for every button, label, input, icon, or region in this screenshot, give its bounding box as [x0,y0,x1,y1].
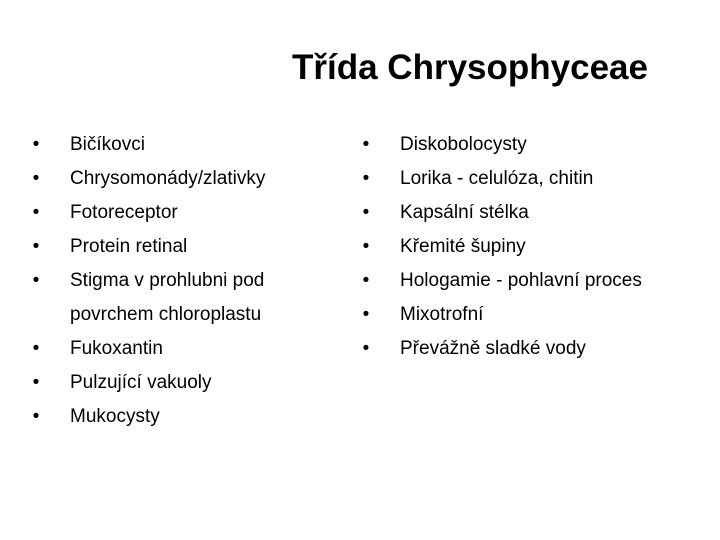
bullet-icon: • [32,372,40,393]
bullet-text: Protein retinal [70,236,188,257]
bullet-text: Mukocysty [70,406,160,427]
bullet-text: Lorika - celulóza, chitin [400,168,594,189]
bullet-text: Kapsální stélka [400,202,529,223]
bullet-text: Chrysomonády/zlativky [70,168,266,189]
list-item [30,196,320,230]
bullet-icon: • [362,168,370,189]
bullet-icon: • [32,270,40,291]
right-bullet-list [360,128,700,366]
list-item [360,230,700,264]
bullet-icon: • [32,134,40,155]
bullet-text: Bičíkovci [70,134,145,155]
list-item [30,400,320,434]
bullet-icon: • [362,202,370,223]
left-bullet-list [30,128,320,434]
list-item [30,162,320,196]
bullet-text: Fukoxantin [70,338,163,359]
bullet-icon: • [32,406,40,427]
bullet-text: Diskobolocysty [400,134,527,155]
bullet-icon: • [362,134,370,155]
bullet-text: Fotoreceptor [70,202,178,223]
list-item [360,162,700,196]
bullet-icon: • [362,304,370,325]
bullet-icon: • [32,168,40,189]
bullet-text: Stigma v prohlubni pod povrchem chloroplastu [70,270,265,325]
list-item [30,264,320,332]
list-item [360,332,700,366]
list-item [360,298,700,332]
bullet-icon: • [362,236,370,257]
list-item [30,332,320,366]
bullet-icon: • [32,236,40,257]
bullet-icon: • [32,202,40,223]
bullet-icon: • [32,338,40,359]
list-item [360,196,700,230]
list-item [30,128,320,162]
bullet-text: Mixotrofní [400,304,484,325]
list-item [360,264,700,298]
bullet-text: Převážně sladké vody [400,338,586,359]
slide-title: Třída Chrysophyceae [292,48,648,87]
list-item [30,366,320,400]
bullet-icon: • [362,338,370,359]
bullet-text: Pulzující vakuoly [70,372,212,393]
bullet-icon: • [362,270,370,291]
list-item [360,128,700,162]
bullet-text: Hologamie - pohlavní proces [400,270,642,291]
bullet-text: Křemité šupiny [400,236,526,257]
list-item [30,230,320,264]
